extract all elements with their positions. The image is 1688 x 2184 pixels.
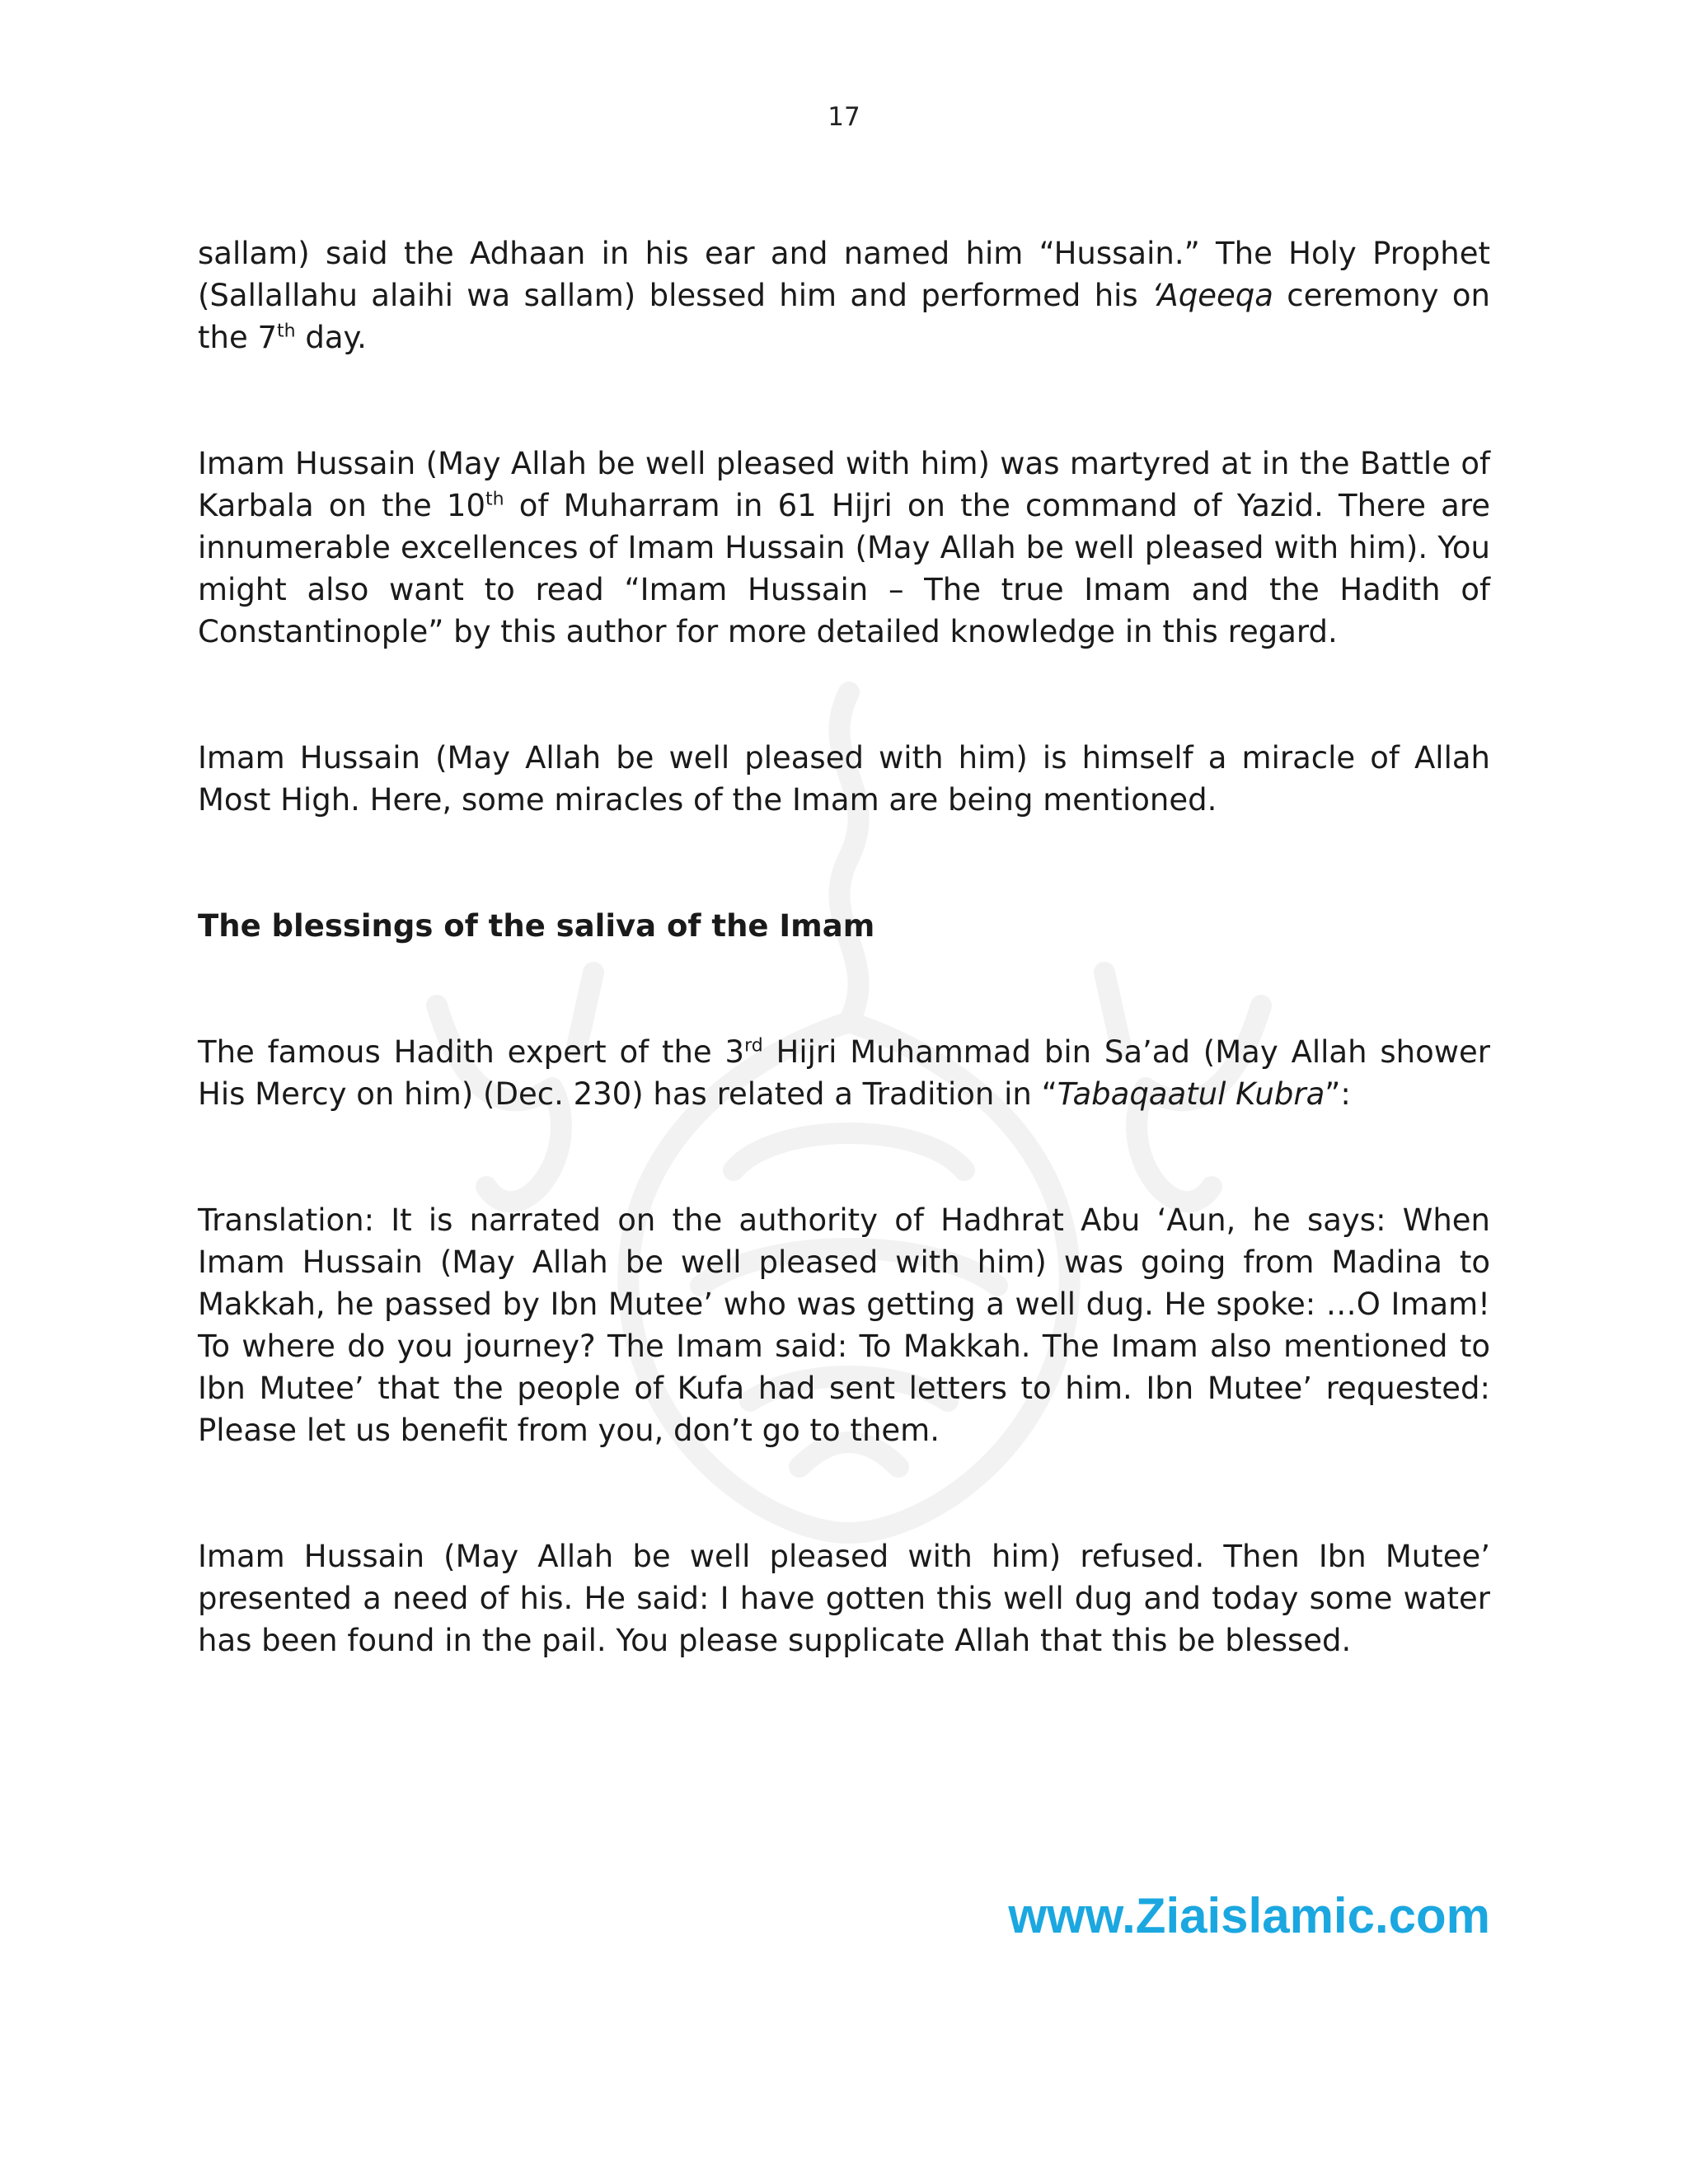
ordinal-superscript: th [277, 321, 296, 342]
paragraph-text: Hijri Muhammad bin Sa’ad (May Allah shower His Mercy on him) (Dec. 230) has related a Tradition in “ [198, 1034, 1490, 1112]
paragraph-text: of Muharram in 61 Hijri on the command of Yazid. There are innumerable excellences of Imam Hussain (May Allah be well pleased with him). You might also want to read “Imam Hussain – The true Imam and the Hadith of Constantinople” by this author for more detailed knowledge in this regard. [198, 488, 1490, 649]
document-body [198, 232, 1490, 1661]
paragraph-hadith-expert [198, 1031, 1490, 1115]
paragraph-miracle: Imam Hussain (May Allah be well pleased with him) is himself a miracle of Allah Most High. Here, some miracles of the Imam are being mentioned. [198, 740, 1490, 818]
paragraph-text: ceremony on the 7 [198, 278, 1491, 355]
ordinal-superscript: th [485, 489, 504, 510]
italic-book-title: Tabaqaatul Kubra [1057, 1076, 1325, 1112]
website-link[interactable]: www.Ziaislamic.com [1008, 1888, 1490, 1943]
section-heading: The blessings of the saliva of the Imam [198, 908, 875, 944]
paragraph-translation: Translation: It is narrated on the authority of Hadhrat Abu ‘Aun, he says: When Imam Hussain (May Allah be well pleased with him) was going from Madina to Makkah, he passed by Ibn Mutee’ who was getting a well dug. He spoke: …O Imam! To where do you journey? The Imam said: To Makkah. The Imam also mentioned to Ibn Mutee’ that the people of Kufa had sent letters to him. Ibn Mutee’ requested: Please let us benefit from you, don’t go to them. [198, 1202, 1490, 1448]
paragraph-adhaan [198, 232, 1490, 359]
italic-term: ‘Aqeeqa [1151, 278, 1273, 313]
paragraph-text: The famous Hadith expert of the 3 [198, 1034, 745, 1070]
paragraph-martyrdom [198, 443, 1490, 653]
paragraph-text: ”: [1325, 1076, 1351, 1112]
ordinal-superscript: rd [744, 1035, 763, 1057]
paragraph-text: day. [295, 320, 367, 355]
paragraph-refusal: Imam Hussain (May Allah be well pleased with him) refused. Then Ibn Mutee’ presented a need of his. He said: I have gotten this well dug and today some water has been found in the pail. You please supplicate Allah that this be blessed. [198, 1539, 1490, 1658]
paragraph-text: Imam Hussain (May Allah be well pleased with him) was martyred at in the Battle of Karbala on the 10 [198, 446, 1490, 523]
paragraph-text: sallam) said the Adhaan in his ear and named him “Hussain.” The Holy Prophet (Sallallahu alaihi wa sallam) blessed him and performed his [198, 236, 1490, 313]
page-number: 17 [828, 102, 860, 132]
